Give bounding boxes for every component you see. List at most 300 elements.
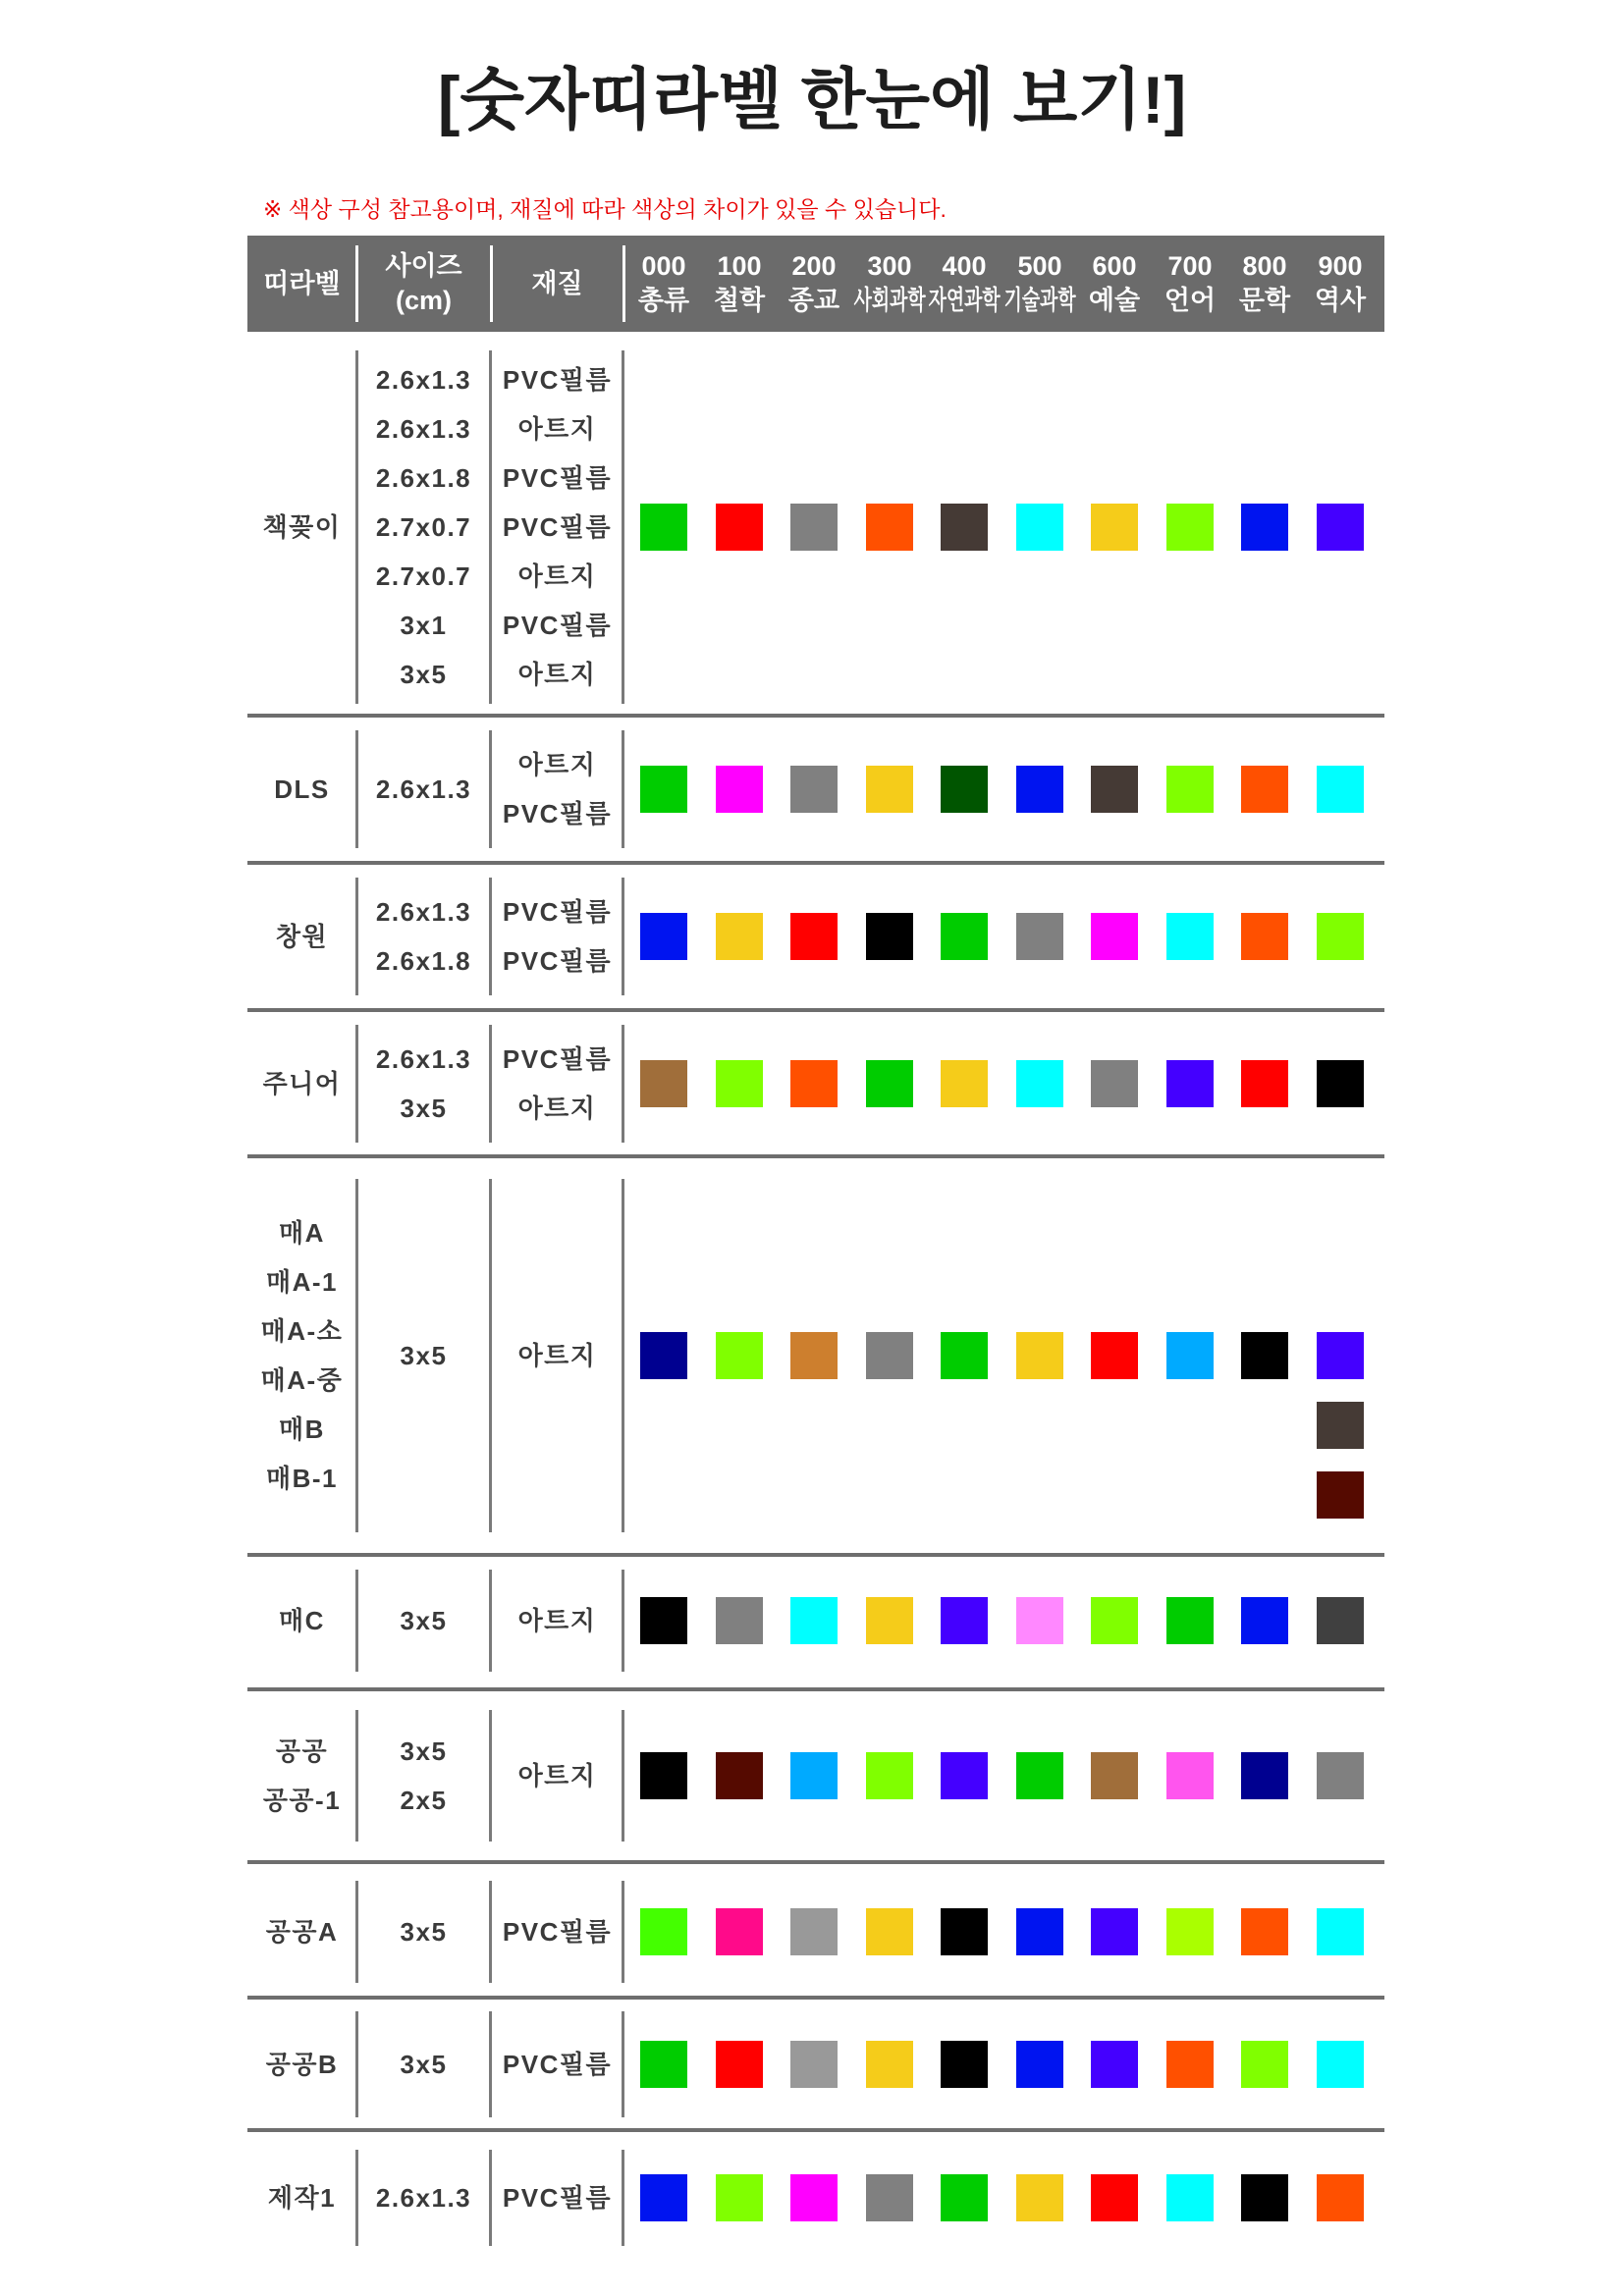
- color-swatch-300: [866, 766, 913, 813]
- color-swatch-300: [866, 504, 913, 551]
- color-swatch-300: [866, 1332, 913, 1379]
- material-value: 아트지: [517, 414, 597, 444]
- color-swatch-200: [790, 913, 838, 960]
- table-row: [247, 2011, 1384, 2117]
- material-value: 아트지: [517, 1341, 597, 1370]
- swatch-column-600: [1091, 766, 1138, 835]
- row-label: 매A-소: [260, 1316, 344, 1346]
- size-value: 2.6x1.3: [375, 365, 472, 395]
- color-swatch-800: [1241, 913, 1288, 960]
- column-divider: [622, 1025, 624, 1143]
- swatch-column-400: [941, 913, 988, 983]
- column-divider: [489, 2150, 492, 2246]
- size-cell: [356, 350, 491, 704]
- swatch-column-400: [941, 1332, 988, 1402]
- swatch-column-700: [1166, 2174, 1214, 2244]
- row-label-cell: [247, 1025, 356, 1143]
- swatch-column-300: [866, 1332, 913, 1402]
- swatch-column-600: [1091, 504, 1138, 573]
- swatch-column-900: [1317, 1908, 1364, 1978]
- material-value: PVC필름: [502, 1917, 613, 1947]
- color-swatch-600: [1091, 913, 1138, 960]
- color-swatch-200: [790, 766, 838, 813]
- color-swatch-100: [716, 1332, 763, 1379]
- class-name: 문학: [1238, 286, 1291, 315]
- swatch-column-200: [790, 766, 838, 835]
- header-label-text: 띠라벨: [263, 268, 341, 298]
- color-swatch-200: [790, 1752, 838, 1799]
- color-swatch-900: [1317, 1332, 1364, 1379]
- swatch-column-700: [1166, 1752, 1214, 1822]
- material-value: PVC필름: [502, 463, 613, 493]
- table-row: [247, 730, 1384, 848]
- size-cell: [356, 1710, 491, 1842]
- size-cell: [356, 730, 491, 848]
- color-swatch-900: [1317, 2174, 1364, 2221]
- row-label-cell: [247, 730, 356, 848]
- row-label: 공공A: [265, 1917, 339, 1947]
- color-swatch-500: [1016, 504, 1063, 551]
- class-name: 종교: [787, 286, 840, 315]
- swatch-column-700: [1166, 913, 1214, 983]
- swatch-column-200: [790, 1332, 838, 1402]
- column-divider: [622, 350, 624, 704]
- column-divider: [355, 1025, 358, 1143]
- swatch-column-600: [1091, 2174, 1138, 2244]
- column-divider: [489, 350, 492, 704]
- swatch-column-100: [716, 1908, 763, 1978]
- swatch-column-900: [1317, 1597, 1364, 1667]
- material-cell: [491, 2150, 623, 2246]
- material-value: PVC필름: [502, 897, 613, 927]
- row-label-cell: [247, 1570, 356, 1672]
- color-swatch-000: [640, 1752, 687, 1799]
- size-value: 3x5: [400, 1606, 448, 1635]
- row-label: 매A-중: [260, 1365, 344, 1395]
- color-swatch-700: [1166, 1597, 1214, 1644]
- swatch-column-300: [866, 1752, 913, 1822]
- swatch-column-100: [716, 1752, 763, 1822]
- table-row: [247, 1710, 1384, 1842]
- swatch-column-400: [941, 1060, 988, 1130]
- swatch-column-100: [716, 1597, 763, 1667]
- header-class-900: [1303, 236, 1378, 332]
- size-value: 3x5: [400, 2050, 448, 2079]
- swatch-column-600: [1091, 1060, 1138, 1130]
- column-divider: [355, 1179, 358, 1532]
- swatch-column-200: [790, 1752, 838, 1822]
- swatch-column-600: [1091, 913, 1138, 983]
- color-swatch-000: [640, 1908, 687, 1955]
- material-cell: [491, 350, 623, 704]
- swatch-column-800: [1241, 1060, 1288, 1130]
- color-swatch-500: [1016, 1332, 1063, 1379]
- row-label: 매C: [279, 1606, 325, 1635]
- swatch-column-700: [1166, 1060, 1214, 1130]
- color-swatch-700: [1166, 2174, 1214, 2221]
- color-swatch-500: [1016, 1597, 1063, 1644]
- header-class-100: [702, 236, 777, 332]
- swatch-column-000: [640, 1908, 687, 1978]
- column-divider: [622, 2011, 624, 2117]
- color-swatch-500: [1016, 913, 1063, 960]
- swatch-column-700: [1166, 504, 1214, 573]
- color-swatch-200: [790, 1060, 838, 1107]
- size-value: 2.6x1.3: [375, 897, 472, 927]
- table-row: [247, 1570, 1384, 1672]
- color-swatch-700: [1166, 913, 1214, 960]
- swatch-column-400: [941, 766, 988, 835]
- swatch-column-400: [941, 2041, 988, 2110]
- column-divider: [355, 1881, 358, 1983]
- column-divider: [355, 2011, 358, 2117]
- color-swatch-100: [716, 1060, 763, 1107]
- row-label: 공공-1: [262, 1786, 342, 1815]
- color-swatch-200: [790, 2041, 838, 2088]
- row-divider: [247, 1154, 1384, 1158]
- color-swatch-000: [640, 2174, 687, 2221]
- swatch-column-400: [941, 1597, 988, 1667]
- swatch-column-500: [1016, 1752, 1063, 1822]
- swatch-column-500: [1016, 504, 1063, 573]
- row-divider: [247, 1996, 1384, 2000]
- color-swatch-800: [1241, 1908, 1288, 1955]
- swatch-column-800: [1241, 1752, 1288, 1822]
- material-value: 아트지: [517, 561, 597, 591]
- material-value: PVC필름: [502, 2050, 613, 2079]
- color-swatch-600: [1091, 1908, 1138, 1955]
- column-divider: [489, 1710, 492, 1842]
- color-swatch-200: [790, 1332, 838, 1379]
- color-swatch-100: [716, 766, 763, 813]
- row-label: 매B-1: [265, 1464, 338, 1493]
- header-class-200: [777, 236, 851, 332]
- swatch-column-000: [640, 1332, 687, 1402]
- class-name: 철학: [713, 286, 766, 315]
- swatch-column-700: [1166, 766, 1214, 835]
- color-swatch-800: [1241, 2041, 1288, 2088]
- class-code: 900: [1318, 251, 1363, 281]
- row-divider: [247, 1860, 1384, 1864]
- color-swatch-300: [866, 913, 913, 960]
- column-divider: [355, 1570, 358, 1672]
- row-label-cell: [247, 1881, 356, 1983]
- swatch-column-200: [790, 913, 838, 983]
- color-swatch-400: [941, 913, 988, 960]
- color-swatch-600: [1091, 2174, 1138, 2221]
- swatch-column-700: [1166, 1332, 1214, 1402]
- row-label-cell: [247, 2011, 356, 2117]
- swatch-column-000: [640, 1597, 687, 1667]
- swatch-column-200: [790, 1060, 838, 1130]
- row-label-cell: [247, 1710, 356, 1842]
- row-label: 공공: [275, 1736, 329, 1766]
- size-value: 2.6x1.8: [375, 946, 472, 976]
- column-divider: [489, 878, 492, 995]
- color-swatch-300: [866, 2041, 913, 2088]
- column-divider: [355, 878, 358, 995]
- swatch-column-000: [640, 1060, 687, 1130]
- size-cell: [356, 2150, 491, 2246]
- swatch-column-800: [1241, 2174, 1288, 2244]
- column-divider: [489, 730, 492, 848]
- color-swatch-900: [1317, 1471, 1364, 1519]
- swatch-column-200: [790, 504, 838, 573]
- swatch-column-500: [1016, 1597, 1063, 1667]
- row-label-cell: [247, 1179, 356, 1532]
- material-cell: [491, 730, 623, 848]
- color-swatch-700: [1166, 504, 1214, 551]
- material-value: 아트지: [517, 660, 597, 689]
- swatch-column-000: [640, 504, 687, 573]
- swatch-column-300: [866, 2041, 913, 2110]
- material-value: 아트지: [517, 1761, 597, 1790]
- color-swatch-200: [790, 504, 838, 551]
- color-swatch-300: [866, 1908, 913, 1955]
- swatch-column-800: [1241, 1908, 1288, 1978]
- color-swatch-900: [1317, 2041, 1364, 2088]
- column-divider: [622, 1179, 624, 1532]
- swatch-column-000: [640, 766, 687, 835]
- row-divider: [247, 861, 1384, 865]
- swatch-column-900: [1317, 1060, 1364, 1130]
- swatch-column-500: [1016, 1332, 1063, 1402]
- material-cell: [491, 1881, 623, 1983]
- header-class-300: [852, 236, 927, 332]
- swatch-column-900: [1317, 766, 1364, 835]
- swatch-column-800: [1241, 504, 1288, 573]
- row-divider: [247, 1687, 1384, 1691]
- color-swatch-400: [941, 2041, 988, 2088]
- column-divider: [489, 1179, 492, 1532]
- swatch-column-600: [1091, 1597, 1138, 1667]
- material-value: PVC필름: [502, 512, 613, 542]
- color-swatch-900: [1317, 1752, 1364, 1799]
- color-swatch-100: [716, 2174, 763, 2221]
- size-cell: [356, 1570, 491, 1672]
- column-divider: [489, 2011, 492, 2117]
- size-value: 2.7x0.7: [375, 561, 472, 591]
- swatch-column-300: [866, 766, 913, 835]
- size-value: 2.6x1.8: [375, 463, 472, 493]
- color-swatch-500: [1016, 2041, 1063, 2088]
- material-value: PVC필름: [502, 365, 613, 395]
- material-cell: [491, 1710, 623, 1842]
- swatch-column-400: [941, 2174, 988, 2244]
- row-label: 제작1: [267, 2183, 337, 2213]
- color-swatch-500: [1016, 1752, 1063, 1799]
- swatch-column-300: [866, 2174, 913, 2244]
- color-swatch-400: [941, 766, 988, 813]
- column-divider: [622, 1710, 624, 1842]
- table-row: [247, 1881, 1384, 1983]
- color-swatch-600: [1091, 1752, 1138, 1799]
- color-swatch-600: [1091, 1060, 1138, 1107]
- swatch-column-600: [1091, 1332, 1138, 1402]
- header-class-400: [927, 236, 1001, 332]
- class-name: 예술: [1088, 286, 1141, 315]
- color-swatch-800: [1241, 1332, 1288, 1379]
- color-swatch-000: [640, 1597, 687, 1644]
- row-label: 주니어: [262, 1069, 342, 1098]
- color-swatch-400: [941, 1332, 988, 1379]
- color-swatch-900: [1317, 1908, 1364, 1955]
- color-swatch-700: [1166, 766, 1214, 813]
- column-divider: [355, 730, 358, 848]
- swatch-column-500: [1016, 2174, 1063, 2244]
- size-value: 2.7x0.7: [375, 512, 472, 542]
- color-swatch-900: [1317, 504, 1364, 551]
- swatch-column-800: [1241, 1597, 1288, 1667]
- column-divider: [622, 730, 624, 848]
- color-swatch-400: [941, 1597, 988, 1644]
- swatch-column-200: [790, 1597, 838, 1667]
- swatch-column-800: [1241, 766, 1288, 835]
- row-divider: [247, 714, 1384, 718]
- swatch-column-000: [640, 913, 687, 983]
- swatch-column-100: [716, 2041, 763, 2110]
- row-label: 책꽂이: [262, 512, 342, 542]
- swatch-column-700: [1166, 1908, 1214, 1978]
- swatch-column-100: [716, 504, 763, 573]
- swatch-column-200: [790, 2041, 838, 2110]
- class-code: 500: [1017, 251, 1062, 281]
- class-code: 300: [867, 251, 912, 281]
- color-swatch-000: [640, 1332, 687, 1379]
- row-label: DLS: [274, 774, 330, 804]
- class-code: 700: [1167, 251, 1213, 281]
- swatch-column-400: [941, 504, 988, 573]
- color-swatch-900: [1317, 1060, 1364, 1107]
- header-class-500: [1002, 236, 1077, 332]
- swatch-column-100: [716, 2174, 763, 2244]
- color-swatch-400: [941, 504, 988, 551]
- color-swatch-200: [790, 1597, 838, 1644]
- color-notice: ※ 색상 구성 참고용이며, 재질에 따라 색상의 차이가 있을 수 있습니다.: [263, 196, 947, 222]
- header-material-text: 재질: [531, 268, 583, 298]
- header-size-unit: (cm): [395, 286, 452, 315]
- color-swatch-000: [640, 1060, 687, 1107]
- color-swatch-600: [1091, 1597, 1138, 1644]
- swatch-column-500: [1016, 913, 1063, 983]
- class-name: 사회과학: [853, 286, 926, 315]
- header-label-col: [247, 236, 356, 332]
- size-value: 3x5: [400, 1094, 448, 1123]
- color-swatch-500: [1016, 2174, 1063, 2221]
- swatch-column-900: [1317, 1332, 1364, 1541]
- color-swatch-000: [640, 504, 687, 551]
- material-value: PVC필름: [502, 611, 613, 640]
- color-swatch-800: [1241, 1060, 1288, 1107]
- color-swatch-200: [790, 2174, 838, 2221]
- swatch-column-800: [1241, 913, 1288, 983]
- swatch-column-500: [1016, 1060, 1063, 1130]
- row-label: 창원: [275, 922, 329, 951]
- color-swatch-600: [1091, 504, 1138, 551]
- swatch-column-100: [716, 1060, 763, 1130]
- class-code: 200: [791, 251, 837, 281]
- swatch-column-400: [941, 1908, 988, 1978]
- column-divider: [355, 2150, 358, 2246]
- color-swatch-700: [1166, 1908, 1214, 1955]
- color-swatch-900: [1317, 766, 1364, 813]
- color-swatch-900: [1317, 1402, 1364, 1449]
- color-swatch-900: [1317, 1597, 1364, 1644]
- row-divider: [247, 2128, 1384, 2132]
- swatch-column-200: [790, 2174, 838, 2244]
- material-value: 아트지: [517, 1606, 597, 1635]
- row-label: 공공B: [265, 2050, 339, 2079]
- swatch-column-400: [941, 1752, 988, 1822]
- swatch-column-300: [866, 1908, 913, 1978]
- material-cell: [491, 878, 623, 995]
- color-swatch-800: [1241, 1597, 1288, 1644]
- row-label-cell: [247, 350, 356, 704]
- swatch-column-000: [640, 2041, 687, 2110]
- size-value: 2.6x1.3: [375, 2183, 472, 2213]
- material-value: PVC필름: [502, 799, 613, 828]
- color-swatch-400: [941, 1908, 988, 1955]
- row-divider: [247, 1553, 1384, 1557]
- color-swatch-100: [716, 504, 763, 551]
- color-swatch-000: [640, 2041, 687, 2088]
- size-value: 3x5: [400, 1917, 448, 1947]
- swatch-column-300: [866, 1597, 913, 1667]
- color-swatch-500: [1016, 1908, 1063, 1955]
- swatch-column-900: [1317, 1752, 1364, 1822]
- class-name: 역사: [1314, 286, 1367, 315]
- material-cell: [491, 2011, 623, 2117]
- size-value: 2.6x1.3: [375, 414, 472, 444]
- class-code: 600: [1092, 251, 1137, 281]
- swatch-column-600: [1091, 1752, 1138, 1822]
- column-divider: [355, 1710, 358, 1842]
- table-row: [247, 1025, 1384, 1143]
- color-swatch-700: [1166, 1060, 1214, 1107]
- color-swatch-200: [790, 1908, 838, 1955]
- column-divider: [622, 1881, 624, 1983]
- column-divider: [489, 1881, 492, 1983]
- page-title: [숫자띠라벨 한눈에 보기!]: [437, 63, 1187, 137]
- table-row: [247, 2150, 1384, 2246]
- header-class-800: [1227, 236, 1302, 332]
- swatch-column-300: [866, 504, 913, 573]
- swatch-column-900: [1317, 2174, 1364, 2244]
- material-cell: [491, 1025, 623, 1143]
- table-row: [247, 878, 1384, 995]
- swatch-column-600: [1091, 1908, 1138, 1978]
- color-swatch-600: [1091, 2041, 1138, 2088]
- size-value: 2.6x1.3: [375, 1044, 472, 1074]
- material-cell: [491, 1570, 623, 1672]
- color-swatch-500: [1016, 766, 1063, 813]
- column-divider: [622, 878, 624, 995]
- color-swatch-000: [640, 913, 687, 960]
- color-swatch-800: [1241, 2174, 1288, 2221]
- class-name: 언어: [1164, 286, 1217, 315]
- color-swatch-900: [1317, 913, 1364, 960]
- row-label: 매A-1: [265, 1267, 338, 1297]
- table-header: [247, 236, 1384, 332]
- size-value: 2x5: [400, 1786, 448, 1815]
- material-value: 아트지: [517, 1094, 597, 1123]
- size-value: 3x5: [400, 1341, 448, 1370]
- size-value: 3x5: [400, 660, 448, 689]
- color-swatch-700: [1166, 1752, 1214, 1799]
- color-swatch-400: [941, 1752, 988, 1799]
- swatch-column-100: [716, 766, 763, 835]
- color-swatch-100: [716, 913, 763, 960]
